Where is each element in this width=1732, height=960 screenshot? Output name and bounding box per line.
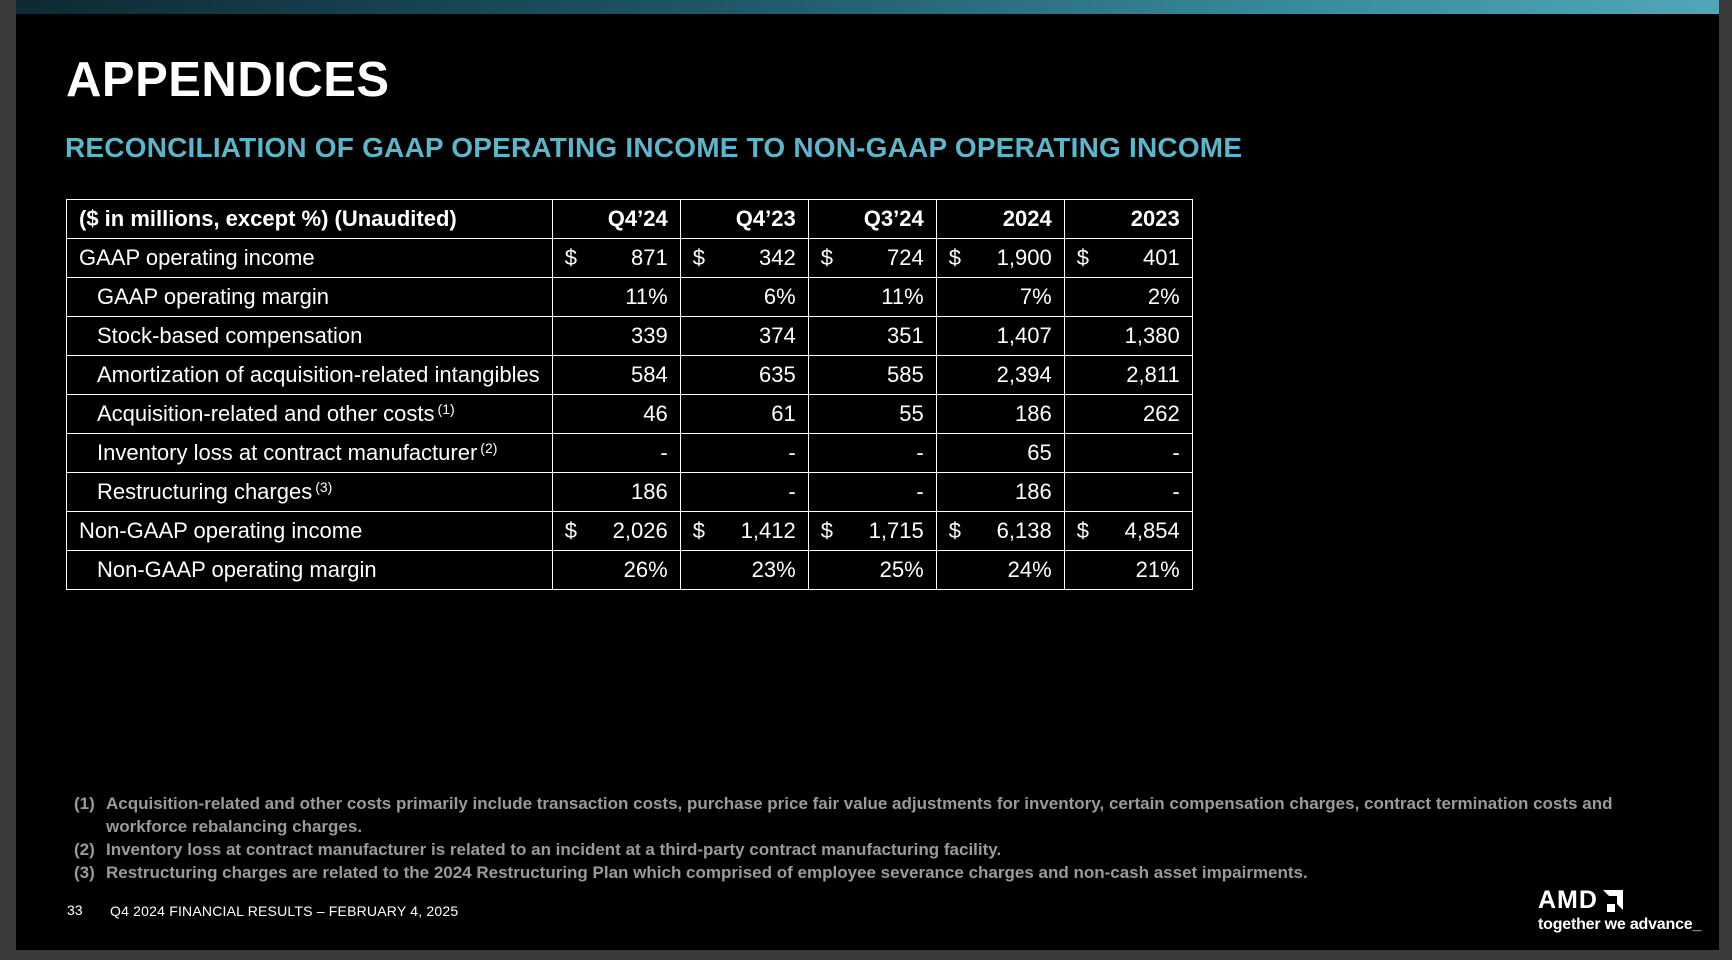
cell-value: 1,407 <box>996 323 1052 348</box>
top-accent-bar <box>16 0 1719 14</box>
table-row <box>67 356 1193 395</box>
footnote <box>74 792 1654 838</box>
cell-value: 21% <box>1135 557 1180 582</box>
value-cell <box>1064 512 1192 551</box>
cell-value: 2% <box>1147 284 1180 309</box>
footnote-number: (1) <box>74 794 95 813</box>
row-label-text: Non-GAAP operating income <box>79 518 363 543</box>
row-label <box>67 239 553 278</box>
cell-value: 374 <box>758 323 796 348</box>
value-cell <box>1064 278 1192 317</box>
cell-value: 186 <box>1014 479 1052 504</box>
value-cell <box>808 395 936 434</box>
value-cell <box>680 239 808 278</box>
currency-symbol: $ <box>948 245 961 270</box>
value-cell <box>936 551 1064 590</box>
value-cell <box>552 434 680 473</box>
cell-value: 2,026 <box>612 518 668 543</box>
currency-symbol: $ <box>1076 518 1089 543</box>
cell-value: 1,380 <box>1124 323 1180 348</box>
cell-value: 55 <box>899 401 924 426</box>
value-cell <box>680 317 808 356</box>
value-cell <box>680 434 808 473</box>
table-row <box>67 317 1193 356</box>
currency-symbol: $ <box>1076 245 1089 270</box>
value-cell <box>1064 434 1192 473</box>
cell-value: 2,811 <box>1126 362 1180 387</box>
value-cell <box>936 512 1064 551</box>
value-cell <box>936 434 1064 473</box>
cell-value: 401 <box>1142 245 1180 270</box>
value-cell <box>552 239 680 278</box>
value-cell <box>1064 395 1192 434</box>
header-cell: ($ in millions, except %) (Unaudited) <box>67 200 553 239</box>
currency-symbol: $ <box>820 518 833 543</box>
value-cell <box>680 395 808 434</box>
value-cell <box>808 356 936 395</box>
value-cell <box>808 473 936 512</box>
row-label-text: Restructuring charges <box>97 479 313 504</box>
cell-value: 186 <box>1014 401 1052 426</box>
value-cell <box>680 551 808 590</box>
row-label <box>67 512 553 551</box>
cell-value: 339 <box>630 323 668 348</box>
row-label <box>67 278 553 317</box>
table-header-row <box>67 200 1193 239</box>
cell-value: 7% <box>1019 284 1052 309</box>
table-row <box>67 551 1193 590</box>
value-cell <box>552 395 680 434</box>
slide <box>16 0 1719 950</box>
cell-value: 186 <box>630 479 668 504</box>
footnote-text: Restructuring charges are related to the 2024 Restructuring Plan which comprised of employee severance charges and non-cash asset impairments. <box>106 863 1308 882</box>
value-cell <box>1064 473 1192 512</box>
table-row <box>67 434 1193 473</box>
row-label <box>67 356 553 395</box>
row-label <box>67 473 553 512</box>
cell-value: 46 <box>643 401 668 426</box>
cell-value: 24% <box>1007 557 1052 582</box>
value-cell <box>680 473 808 512</box>
cell-value: 351 <box>886 323 924 348</box>
value-cell <box>808 278 936 317</box>
cell-value: - <box>1172 440 1180 465</box>
value-cell <box>936 278 1064 317</box>
row-label-text: Stock-based compensation <box>97 323 363 348</box>
cell-value: 26% <box>623 557 668 582</box>
amd-arrow-icon <box>1601 890 1623 912</box>
value-cell <box>552 551 680 590</box>
row-label-text: Amortization of acquisition-related intangibles <box>97 362 540 387</box>
value-cell <box>552 512 680 551</box>
row-label <box>67 317 553 356</box>
cell-value: 262 <box>1142 401 1180 426</box>
footnote-text: Inventory loss at contract manufacturer is related to an incident at a third-party contract manufacturing facility. <box>106 840 1002 859</box>
footer-text: Q4 2024 FINANCIAL RESULTS – FEBRUARY 4, 2025 <box>110 903 459 919</box>
footnote-marker: (1) <box>437 401 455 417</box>
footnote-marker: (2) <box>480 440 498 456</box>
value-cell <box>680 512 808 551</box>
table-row <box>67 278 1193 317</box>
value-cell <box>808 434 936 473</box>
value-cell <box>1064 356 1192 395</box>
row-label-text: GAAP operating margin <box>97 284 329 309</box>
cell-value: - <box>916 479 924 504</box>
value-cell <box>936 356 1064 395</box>
reconciliation-table <box>66 199 1193 590</box>
row-label <box>67 395 553 434</box>
footnote-text: Acquisition-related and other costs primarily include transaction costs, purchase price fair value adjustments for inventory, certain compensation charges, contract termination costs and workforce rebalancing charges. <box>106 794 1613 836</box>
footnote-number: (3) <box>74 863 95 882</box>
cell-value: 25% <box>879 557 924 582</box>
page-subtitle: RECONCILIATION OF GAAP OPERATING INCOME TO NON-GAAP OPERATING INCOME <box>65 132 1243 163</box>
currency-symbol: $ <box>692 245 705 270</box>
table-row <box>67 239 1193 278</box>
cell-value: 724 <box>886 245 924 270</box>
cell-value: 2,394 <box>996 362 1052 387</box>
row-label <box>67 551 553 590</box>
page-title: APPENDICES <box>66 53 390 107</box>
cell-value: - <box>660 440 668 465</box>
header-cell: 2023 <box>1064 200 1192 239</box>
logo-tagline: together we advance_ <box>1538 916 1702 933</box>
value-cell <box>552 278 680 317</box>
cell-value: - <box>788 479 796 504</box>
value-cell <box>936 317 1064 356</box>
cell-value: 1,412 <box>740 518 796 543</box>
cell-value: - <box>788 440 796 465</box>
table-row <box>67 512 1193 551</box>
value-cell <box>552 356 680 395</box>
cell-value: 1,900 <box>996 245 1052 270</box>
table-row <box>67 473 1193 512</box>
amd-logo <box>1538 886 1701 934</box>
value-cell <box>552 473 680 512</box>
cell-value: 11% <box>625 284 668 309</box>
header-cell: Q4’23 <box>680 200 808 239</box>
currency-symbol: $ <box>948 518 961 543</box>
cell-value: 1,715 <box>868 518 924 543</box>
value-cell <box>1064 239 1192 278</box>
row-label-text: Inventory loss at contract manufacturer <box>97 440 478 465</box>
footnotes <box>74 792 1654 884</box>
cell-value: - <box>1172 479 1180 504</box>
table-row <box>67 395 1193 434</box>
footnote-marker: (3) <box>315 479 333 495</box>
value-cell <box>936 395 1064 434</box>
currency-symbol: $ <box>820 245 833 270</box>
footnote <box>74 838 1654 861</box>
cell-value: 6,138 <box>996 518 1052 543</box>
value-cell <box>1064 317 1192 356</box>
cell-value: 342 <box>758 245 796 270</box>
logo-wordmark <box>1538 886 1701 915</box>
cell-value: 6% <box>763 284 796 309</box>
header-cell: 2024 <box>936 200 1064 239</box>
currency-symbol: $ <box>692 518 705 543</box>
value-cell <box>680 278 808 317</box>
row-label <box>67 434 553 473</box>
cell-value: 635 <box>758 362 796 387</box>
logo-brand: AMD <box>1538 886 1598 914</box>
value-cell <box>936 239 1064 278</box>
header-cell: Q3’24 <box>808 200 936 239</box>
footnote-number: (2) <box>74 840 95 859</box>
cell-value: 585 <box>886 362 924 387</box>
value-cell <box>808 317 936 356</box>
row-label-text: Acquisition-related and other costs <box>97 401 435 426</box>
row-label-text: GAAP operating income <box>79 245 315 270</box>
cell-value: 61 <box>771 401 796 426</box>
value-cell <box>808 239 936 278</box>
cell-value: 871 <box>630 245 668 270</box>
cell-value: 584 <box>630 362 668 387</box>
currency-symbol: $ <box>564 245 577 270</box>
value-cell <box>808 512 936 551</box>
footnote <box>74 861 1654 884</box>
cell-value: 65 <box>1027 440 1052 465</box>
page-number: 33 <box>67 902 83 918</box>
value-cell <box>552 317 680 356</box>
value-cell <box>680 356 808 395</box>
value-cell <box>936 473 1064 512</box>
value-cell <box>808 551 936 590</box>
row-label-text: Non-GAAP operating margin <box>97 557 377 582</box>
cell-value: - <box>916 440 924 465</box>
header-cell: Q4’24 <box>552 200 680 239</box>
value-cell <box>1064 551 1192 590</box>
cell-value: 23% <box>751 557 796 582</box>
cell-value: 11% <box>881 284 924 309</box>
currency-symbol: $ <box>564 518 577 543</box>
cell-value: 4,854 <box>1124 518 1180 543</box>
